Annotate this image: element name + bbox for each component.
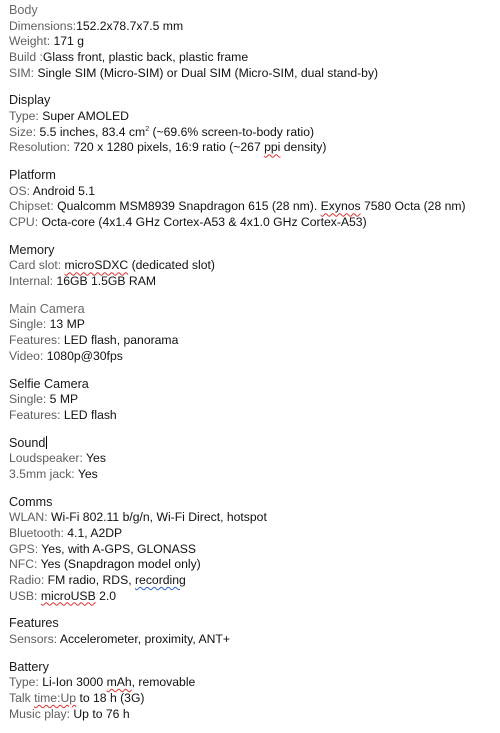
- value-jack: Yes: [77, 466, 98, 481]
- label-chipset: Chipset:: [9, 199, 54, 214]
- section-heading-main-camera: Main Camera: [9, 301, 85, 316]
- value-gps: Yes, with A-GPS, GLONASS: [41, 541, 196, 556]
- spellcheck-word-time-up[interactable]: time:Up: [34, 690, 77, 705]
- row-battery-type: [9, 675, 497, 691]
- row-gps: [9, 542, 497, 558]
- row-selfie-features: [9, 408, 497, 424]
- label-nfc: NFC:: [9, 557, 38, 572]
- section-heading-selfie-camera: Selfie Camera: [9, 376, 89, 391]
- label-sensors: Sensors:: [9, 631, 58, 646]
- value-display-resolution-a: 720 x 1280 pixels, 16:9 ratio (~267: [73, 140, 265, 155]
- value-sim: Single SIM (Micro-SIM) or Dual SIM (Micro-SIM, dual stand-by): [37, 65, 379, 80]
- row-usb: [9, 589, 497, 605]
- row-main-features: [9, 333, 497, 349]
- value-os: Android 5.1: [32, 183, 96, 198]
- label-build: Build :: [9, 50, 43, 64]
- row-display-size: [9, 125, 497, 141]
- label-jack: 3.5mm jack:: [9, 466, 75, 481]
- spellcheck-word-exynos[interactable]: Exynos: [320, 199, 361, 214]
- row-sensors: [9, 632, 497, 648]
- value-selfie-single: 5 MP: [49, 392, 79, 407]
- row-nfc: [9, 557, 497, 573]
- row-cpu: [9, 215, 497, 231]
- value-sensors: Accelerometer, proximity, ANT+: [59, 631, 230, 646]
- section-comms: [9, 494, 497, 605]
- value-card-slot: (dedicated slot): [128, 258, 215, 273]
- label-battery-type: Type:: [9, 675, 39, 690]
- value-main-single: 13 MP: [49, 317, 85, 332]
- value-display-type: Super AMOLED: [42, 109, 129, 123]
- row-loudspeaker: [9, 451, 497, 467]
- section-heading-battery: Battery: [9, 659, 49, 674]
- row-weight: [9, 34, 497, 50]
- row-selfie-single: [9, 392, 497, 408]
- row-card-slot: [9, 258, 497, 274]
- section-sound: [9, 435, 497, 483]
- value-nfc: Yes (Snapdragon model only): [40, 557, 201, 572]
- label-display-size: Size:: [9, 124, 37, 139]
- section-features: [9, 615, 497, 647]
- value-internal: 16GB 1.5GB RAM: [56, 274, 157, 289]
- label-card-slot: Card slot:: [9, 258, 62, 273]
- label-main-single: Single:: [9, 317, 47, 332]
- label-gps: GPS:: [9, 541, 39, 556]
- section-selfie-camera: [9, 376, 497, 424]
- value-bluetooth: 4.1, A2DP: [67, 525, 123, 540]
- row-main-video: [9, 349, 497, 365]
- label-selfie-single: Single:: [9, 392, 47, 407]
- section-battery: [9, 659, 497, 723]
- row-os: [9, 184, 497, 200]
- row-music-play: [9, 707, 497, 723]
- section-body: [9, 2, 497, 81]
- value-cpu: Octa-core (4x1.4 GHz Cortex-A53 & 4x1.0 GHz Cortex-A53): [41, 215, 367, 230]
- row-display-resolution: [9, 140, 497, 156]
- label-weight: Weight:: [9, 34, 51, 49]
- row-chipset: [9, 199, 497, 215]
- value-display-size-b: (~69.6% screen-to-body ratio): [149, 124, 315, 139]
- label-cpu: CPU:: [9, 215, 39, 230]
- value-main-video: 1080p@30fps: [46, 348, 123, 363]
- value-music-play: Up to 76 h: [73, 706, 130, 721]
- spec-document[interactable]: [9, 2, 497, 733]
- label-wlan: WLAN:: [9, 510, 48, 525]
- row-jack: [9, 467, 497, 483]
- value-selfie-features: LED flash: [63, 407, 117, 422]
- row-display-type: [9, 109, 497, 125]
- row-build: [9, 50, 497, 66]
- section-main-camera: [9, 301, 497, 365]
- row-bluetooth: [9, 526, 497, 542]
- row-dimensions: [9, 19, 497, 35]
- value-chipset-a: Qualcomm MSM8939 Snapdragon 615 (28 nm).: [57, 199, 321, 214]
- label-talk: Talk: [9, 690, 35, 705]
- label-os: OS:: [9, 183, 30, 198]
- spellcheck-word-ppi[interactable]: ppi: [264, 140, 281, 155]
- label-main-features: Features:: [9, 333, 61, 348]
- row-talk-time: [9, 691, 497, 707]
- section-memory: [9, 242, 497, 290]
- row-wlan: [9, 510, 497, 526]
- grammar-word-recording[interactable]: recording: [135, 572, 186, 587]
- label-usb: USB:: [9, 588, 38, 603]
- value-battery-type-a: Li-Ion 3000: [42, 675, 107, 690]
- section-heading-display: Display: [9, 93, 51, 108]
- value-battery-type-b: , removable: [131, 675, 196, 690]
- row-sim: [9, 66, 497, 82]
- value-loudspeaker: Yes: [86, 451, 106, 466]
- value-chipset-b: 7580 Octa (28 nm): [360, 199, 466, 214]
- section-heading-body: Body: [9, 3, 38, 17]
- row-main-single: [9, 317, 497, 333]
- section-heading-platform: Platform: [9, 168, 56, 183]
- label-radio: Radio:: [9, 572, 45, 587]
- label-music-play: Music play:: [9, 706, 70, 721]
- spellcheck-word-mah[interactable]: mAh: [106, 675, 132, 690]
- sound-heading-text: Sound: [9, 435, 46, 450]
- row-internal: [9, 274, 497, 290]
- label-display-resolution: Resolution:: [9, 140, 70, 155]
- section-heading-features: Features: [9, 616, 59, 631]
- section-display: [9, 92, 497, 156]
- section-platform: [9, 167, 497, 231]
- value-wlan: Wi-Fi 802.11 b/g/n, Wi-Fi Direct, hotspot: [51, 510, 267, 525]
- section-heading-memory: Memory: [9, 242, 55, 257]
- label-sim: SIM:: [9, 65, 35, 80]
- value-radio: FM radio, RDS,: [47, 572, 135, 587]
- spellcheck-word-microusb[interactable]: microUSB: [40, 588, 96, 603]
- value-main-features: LED flash, panorama: [63, 333, 179, 348]
- label-bluetooth: Bluetooth:: [9, 525, 64, 540]
- label-loudspeaker: Loudspeaker:: [9, 451, 83, 466]
- value-usb: 2.0: [95, 588, 117, 603]
- label-dimensions: Dimensions:: [9, 18, 77, 33]
- value-dimensions: 152.2x78.7x7.5 mm: [76, 18, 184, 33]
- value-weight: 171 g: [53, 34, 84, 49]
- section-heading-comms: Comms: [9, 494, 53, 509]
- label-selfie-features: Features:: [9, 407, 61, 422]
- label-internal: Internal:: [9, 274, 54, 289]
- value-build: Glass front, plastic back, plastic frame: [42, 50, 249, 64]
- label-main-video: Video:: [9, 348, 44, 363]
- spellcheck-word-microsdxc[interactable]: microSDXC: [64, 258, 129, 273]
- label-display-type: Type:: [9, 109, 39, 123]
- value-display-resolution-b: density): [280, 140, 327, 155]
- value-display-size-a: 5.5 inches, 83.4 cm: [39, 124, 146, 139]
- value-display-size-sup: 2: [145, 125, 150, 133]
- row-radio: [9, 573, 497, 589]
- section-heading-sound[interactable]: [9, 435, 497, 452]
- text-cursor: [46, 436, 47, 449]
- value-talk-time: to 18 h (3G): [76, 690, 145, 705]
